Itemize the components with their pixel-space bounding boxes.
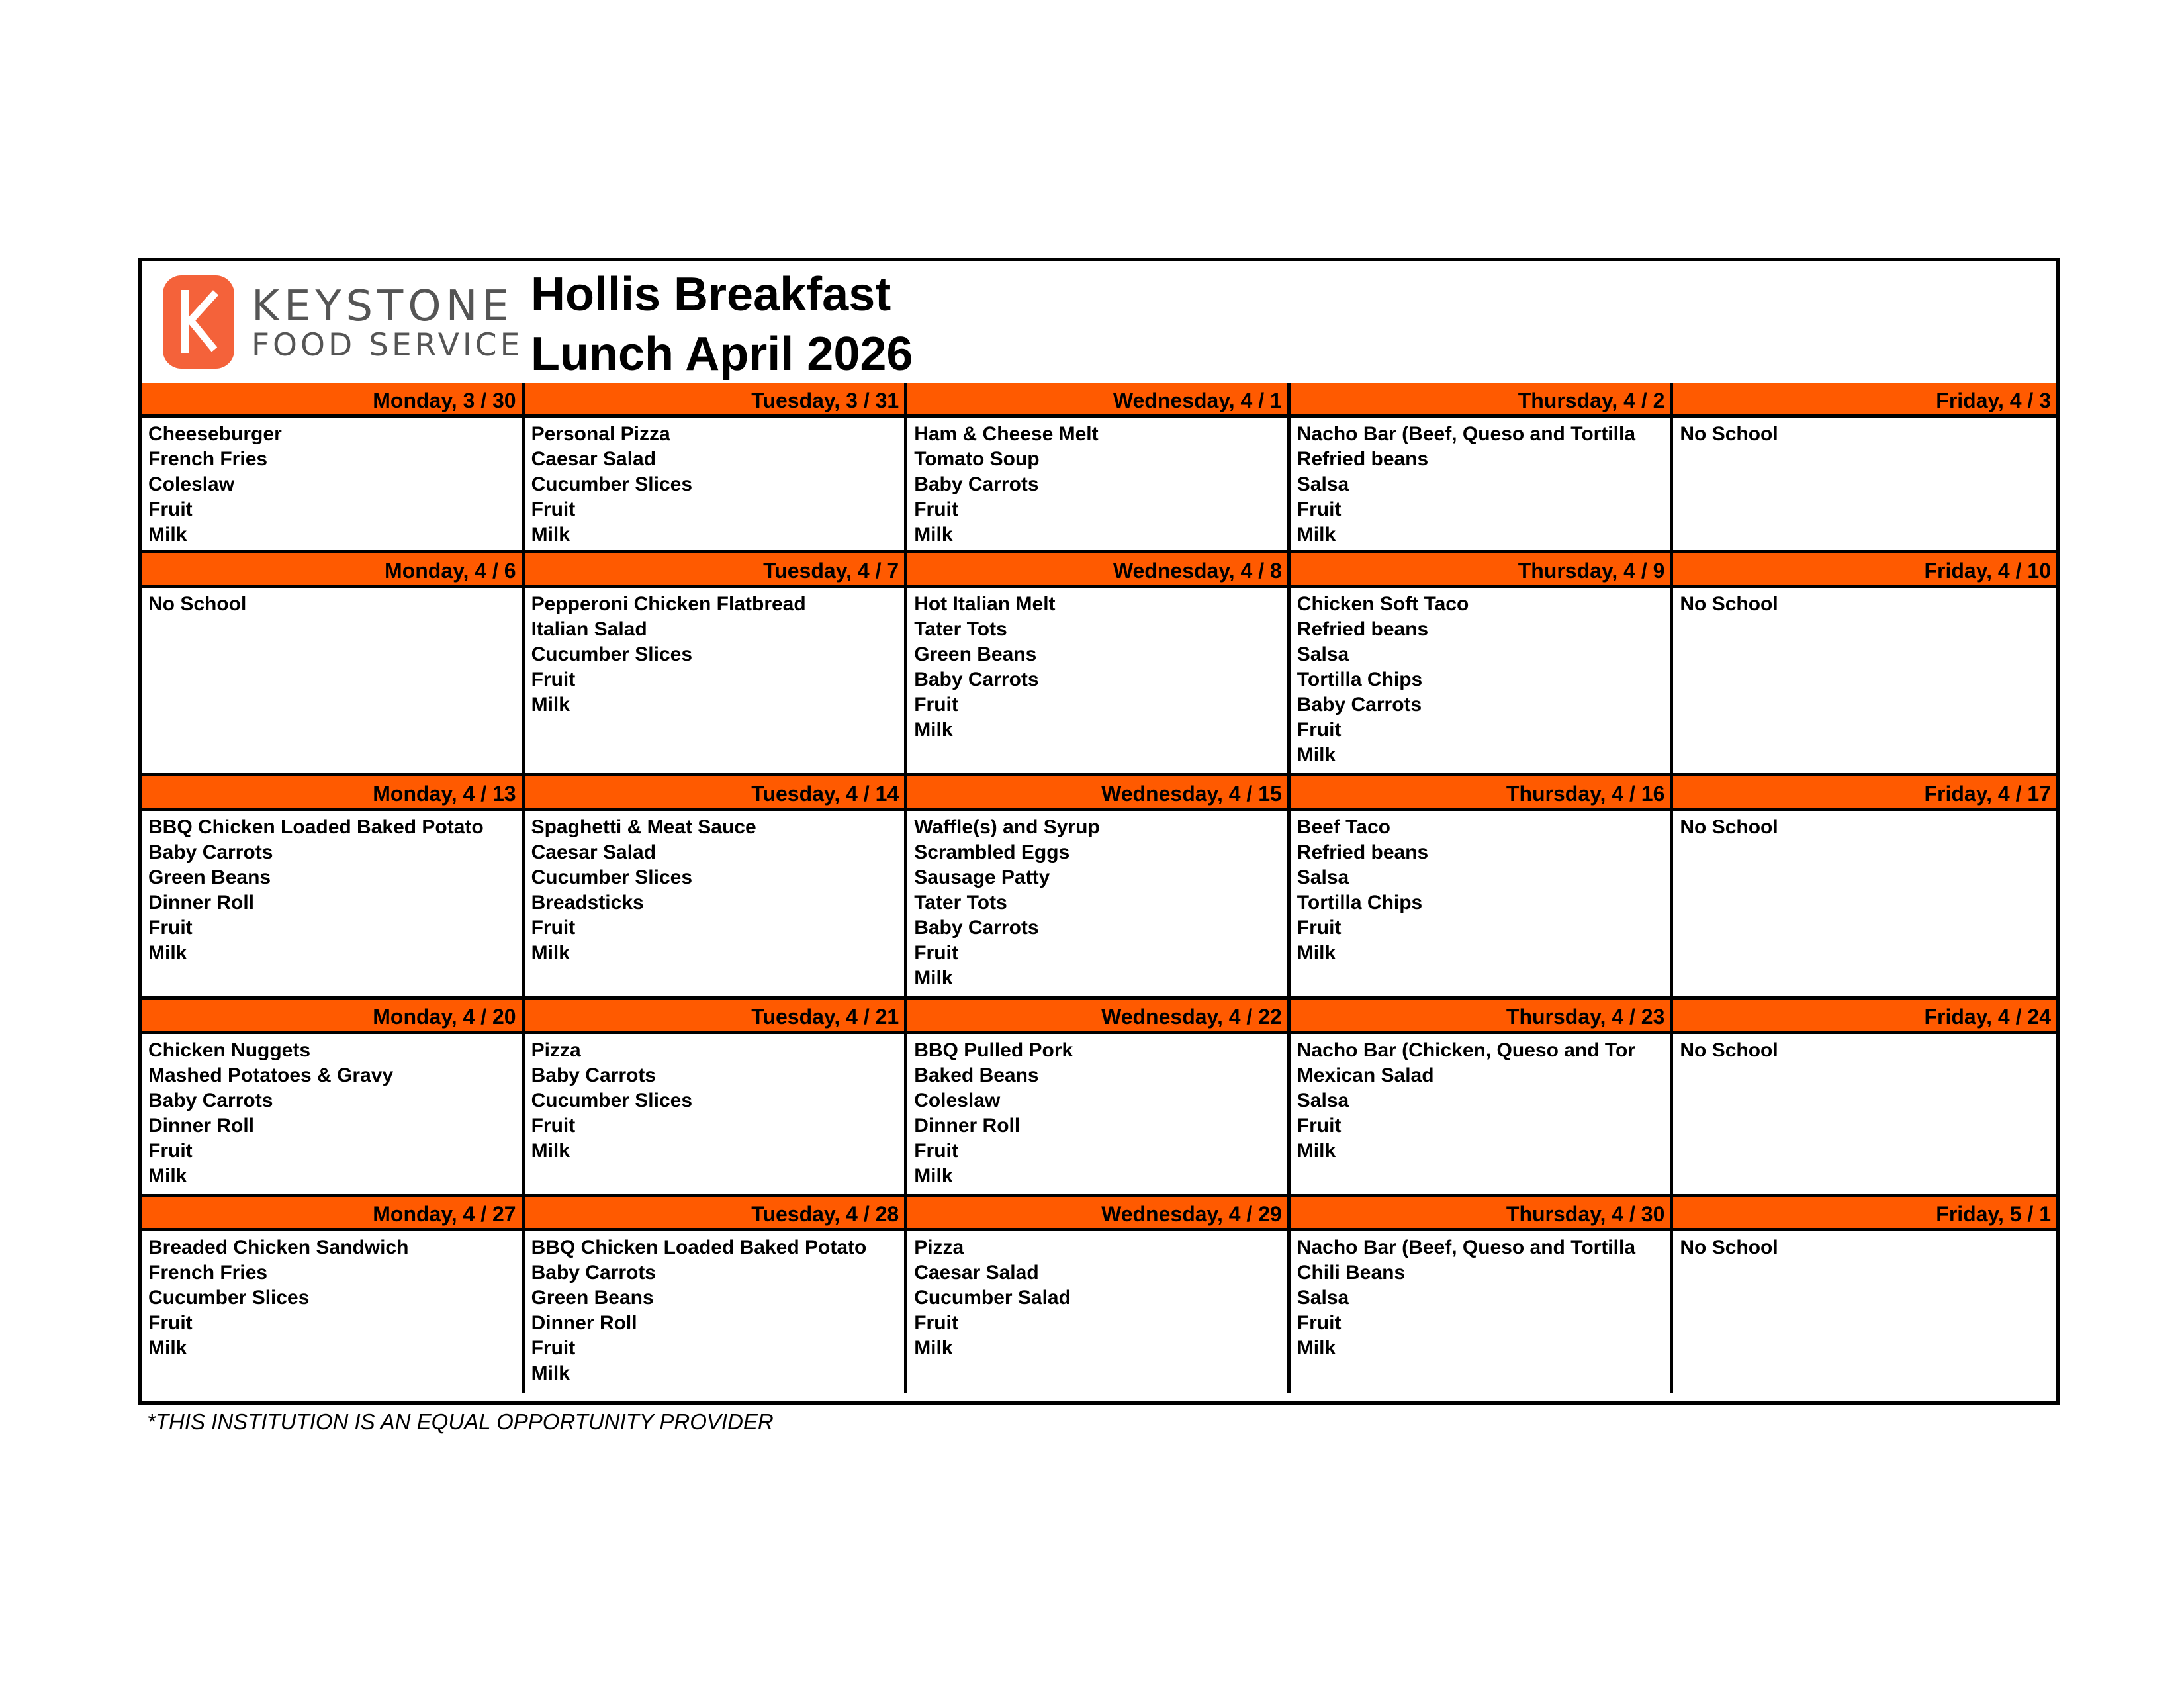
day-menu — [142, 418, 525, 553]
menu-item: Fruit — [914, 1140, 958, 1162]
menu-item: Pizza — [914, 1237, 964, 1258]
menu-item: Caesar Salad — [531, 841, 657, 863]
menu-item: Cucumber Slices — [531, 643, 693, 665]
menu-item: Fruit — [1297, 719, 1342, 741]
menu-item: Breaded Chicken Sandwich — [148, 1237, 409, 1258]
menu-item: Salsa — [1297, 643, 1349, 665]
day-header: Thursday, 4 / 16 — [1291, 776, 1674, 811]
day-header: Tuesday, 4 / 14 — [525, 776, 908, 811]
menu-item: Tortilla Chips — [1297, 892, 1423, 914]
menu-item: Salsa — [1297, 867, 1349, 888]
day-menu — [1291, 588, 1674, 776]
day-menu — [907, 1231, 1291, 1393]
menu-item: Nacho Bar (Beef, Queso and Tortilla — [1297, 1237, 1635, 1258]
day-header: Friday, 4 / 10 — [1673, 553, 2056, 588]
menu-item: Fruit — [531, 1115, 576, 1137]
menu-item: Fruit — [914, 498, 958, 520]
menu-item: Milk — [531, 1362, 570, 1384]
menu-item: Salsa — [1297, 1090, 1349, 1111]
menu-item: Baby Carrots — [148, 841, 273, 863]
menu-item: Milk — [1297, 744, 1336, 766]
menu-item: No School — [1680, 1039, 1778, 1061]
menu-item: Fruit — [914, 942, 958, 964]
menu-item: Cucumber Slices — [531, 867, 693, 888]
menu-item: Baby Carrots — [914, 917, 1039, 939]
menu-item: Fruit — [1297, 917, 1342, 939]
menu-item: Coleslaw — [148, 473, 235, 495]
menu-header — [142, 261, 2056, 387]
day-header: Tuesday, 4 / 28 — [525, 1197, 908, 1231]
menu-item: Personal Pizza — [531, 423, 670, 445]
menu-item: Caesar Salad — [914, 1262, 1039, 1284]
menu-item: Nacho Bar (Chicken, Queso and Tor — [1297, 1039, 1635, 1061]
menu-item: Fruit — [531, 917, 576, 939]
menu-item: Tater Tots — [914, 618, 1007, 640]
week-row — [142, 383, 2056, 553]
menu-item: Refried beans — [1297, 841, 1429, 863]
day-menu — [142, 811, 525, 1000]
menu-item: Salsa — [1297, 473, 1349, 495]
menu-item: Milk — [1297, 942, 1336, 964]
menu-item: Cucumber Slices — [531, 1090, 693, 1111]
menu-item: Milk — [914, 1165, 953, 1187]
day-header: Friday, 5 / 1 — [1673, 1197, 2056, 1231]
menu-item: Waffle(s) and Syrup — [914, 816, 1100, 838]
menu-item: Dinner Roll — [531, 1312, 637, 1334]
day-header: Wednesday, 4 / 1 — [907, 383, 1291, 418]
footnote: *THIS INSTITUTION IS AN EQUAL OPPORTUNITY PROVIDER — [147, 1409, 774, 1434]
menu-item: Dinner Roll — [148, 892, 255, 914]
menu-item: Milk — [914, 524, 953, 545]
menu-item: Green Beans — [148, 867, 271, 888]
menu-item: Cheeseburger — [148, 423, 282, 445]
menu-item: Milk — [1297, 1140, 1336, 1162]
menu-item: Breadsticks — [531, 892, 644, 914]
menu-item: BBQ Chicken Loaded Baked Potato — [531, 1237, 867, 1258]
menu-item: Caesar Salad — [531, 448, 657, 470]
menu-calendar — [138, 258, 2060, 1405]
menu-item: Baby Carrots — [914, 473, 1039, 495]
day-header: Wednesday, 4 / 29 — [907, 1197, 1291, 1231]
menu-item: Pepperoni Chicken Flatbread — [531, 593, 806, 615]
menu-item: No School — [1680, 1237, 1778, 1258]
day-header: Tuesday, 4 / 7 — [525, 553, 908, 588]
day-header: Thursday, 4 / 30 — [1291, 1197, 1674, 1231]
menu-item: Milk — [148, 524, 187, 545]
menu-item: Baby Carrots — [148, 1090, 273, 1111]
day-menu — [525, 418, 908, 553]
menu-item: Coleslaw — [914, 1090, 1001, 1111]
menu-item: Fruit — [148, 1312, 193, 1334]
menu-item: Fruit — [914, 1312, 958, 1334]
day-header: Thursday, 4 / 9 — [1291, 553, 1674, 588]
menu-item: Fruit — [1297, 1312, 1342, 1334]
day-header: Friday, 4 / 24 — [1673, 1000, 2056, 1034]
day-menu — [1673, 1034, 2056, 1197]
menu-item: No School — [148, 593, 247, 615]
menu-item: Milk — [531, 524, 570, 545]
day-header: Wednesday, 4 / 15 — [907, 776, 1291, 811]
menu-item: Refried beans — [1297, 448, 1429, 470]
day-menu — [525, 811, 908, 1000]
page-title — [531, 265, 913, 384]
day-menu — [907, 418, 1291, 553]
menu-item: Baked Beans — [914, 1064, 1039, 1086]
menu-item: Fruit — [1297, 498, 1342, 520]
day-header: Thursday, 4 / 2 — [1291, 383, 1674, 418]
menu-item: BBQ Chicken Loaded Baked Potato — [148, 816, 484, 838]
menu-item: Chicken Nuggets — [148, 1039, 311, 1061]
day-menu — [525, 1034, 908, 1197]
menu-item: Fruit — [531, 1337, 576, 1359]
menu-item: Scrambled Eggs — [914, 841, 1070, 863]
menu-item: Tater Tots — [914, 892, 1007, 914]
menu-item: Dinner Roll — [148, 1115, 255, 1137]
day-menu — [142, 1034, 525, 1197]
week-row — [142, 776, 2056, 1000]
menu-item: Milk — [914, 719, 953, 741]
menu-item: Fruit — [148, 917, 193, 939]
day-header: Monday, 4 / 13 — [142, 776, 525, 811]
menu-item: Milk — [531, 942, 570, 964]
menu-item: Chili Beans — [1297, 1262, 1406, 1284]
keystone-logo — [161, 274, 523, 373]
menu-item: Milk — [148, 942, 187, 964]
week-row — [142, 1197, 2056, 1393]
menu-item: Baby Carrots — [914, 669, 1039, 690]
menu-item: Mexican Salad — [1297, 1064, 1434, 1086]
title-line-2: Lunch April 2026 — [531, 328, 913, 381]
logo-wordmark-line-1: KEYSTONE — [251, 282, 514, 331]
day-header: Monday, 4 / 20 — [142, 1000, 525, 1034]
menu-item: Cucumber Salad — [914, 1287, 1071, 1309]
day-header: Wednesday, 4 / 8 — [907, 553, 1291, 588]
day-header: Wednesday, 4 / 22 — [907, 1000, 1291, 1034]
menu-item: Fruit — [1297, 1115, 1342, 1137]
menu-item: Baby Carrots — [531, 1262, 656, 1284]
menu-item: Cucumber Slices — [531, 473, 693, 495]
day-header: Friday, 4 / 3 — [1673, 383, 2056, 418]
menu-item: Milk — [1297, 1337, 1336, 1359]
menu-item: Milk — [148, 1337, 187, 1359]
menu-item: Salsa — [1297, 1287, 1349, 1309]
menu-item: Dinner Roll — [914, 1115, 1021, 1137]
menu-item: Milk — [531, 1140, 570, 1162]
day-menu — [1291, 1034, 1674, 1197]
day-menu — [525, 588, 908, 776]
menu-item: Baby Carrots — [1297, 694, 1422, 716]
menu-item: Sausage Patty — [914, 867, 1050, 888]
day-menu — [1291, 1231, 1674, 1393]
menu-item: Baby Carrots — [531, 1064, 656, 1086]
menu-item: Green Beans — [531, 1287, 654, 1309]
day-menu — [1673, 418, 2056, 553]
menu-item: No School — [1680, 816, 1778, 838]
day-header: Thursday, 4 / 23 — [1291, 1000, 1674, 1034]
menu-item: Milk — [148, 1165, 187, 1187]
menu-item: BBQ Pulled Pork — [914, 1039, 1073, 1061]
day-header: Monday, 4 / 27 — [142, 1197, 525, 1231]
menu-item: Tortilla Chips — [1297, 669, 1423, 690]
week-row — [142, 1000, 2056, 1197]
menu-item: Italian Salad — [531, 618, 647, 640]
day-menu — [1673, 811, 2056, 1000]
day-header: Monday, 3 / 30 — [142, 383, 525, 418]
logo-wordmark-line-2: FOOD SERVICE — [251, 327, 523, 363]
menu-item: Ham & Cheese Melt — [914, 423, 1099, 445]
menu-item: Green Beans — [914, 643, 1037, 665]
menu-item: Refried beans — [1297, 618, 1429, 640]
day-menu — [1291, 418, 1674, 553]
title-line-1: Hollis Breakfast — [531, 268, 891, 321]
menu-item: Fruit — [148, 498, 193, 520]
menu-item: No School — [1680, 593, 1778, 615]
day-menu — [525, 1231, 908, 1393]
week-row — [142, 553, 2056, 776]
menu-item: Milk — [531, 694, 570, 716]
day-header: Friday, 4 / 17 — [1673, 776, 2056, 811]
day-menu — [1673, 588, 2056, 776]
day-menu — [1673, 1231, 2056, 1393]
menu-item: Milk — [914, 1337, 953, 1359]
day-header: Tuesday, 3 / 31 — [525, 383, 908, 418]
menu-item: Fruit — [148, 1140, 193, 1162]
day-header: Tuesday, 4 / 21 — [525, 1000, 908, 1034]
day-menu — [907, 1034, 1291, 1197]
day-header: Monday, 4 / 6 — [142, 553, 525, 588]
menu-item: Milk — [1297, 524, 1336, 545]
day-menu — [1291, 811, 1674, 1000]
menu-item: No School — [1680, 423, 1778, 445]
keystone-k-icon — [161, 274, 236, 370]
menu-item: Nacho Bar (Beef, Queso and Tortilla — [1297, 423, 1635, 445]
menu-item: Pizza — [531, 1039, 581, 1061]
menu-item: Milk — [914, 967, 953, 989]
menu-item: Mashed Potatoes & Gravy — [148, 1064, 394, 1086]
menu-item: Chicken Soft Taco — [1297, 593, 1469, 615]
day-menu — [142, 588, 525, 776]
menu-item: French Fries — [148, 1262, 268, 1284]
menu-grid — [142, 383, 2056, 1393]
menu-item: Tomato Soup — [914, 448, 1040, 470]
day-menu — [142, 1231, 525, 1393]
menu-item: Cucumber Slices — [148, 1287, 310, 1309]
menu-item: French Fries — [148, 448, 268, 470]
day-menu — [907, 588, 1291, 776]
day-menu — [907, 811, 1291, 1000]
menu-item: Fruit — [914, 694, 958, 716]
menu-item: Beef Taco — [1297, 816, 1390, 838]
menu-item: Spaghetti & Meat Sauce — [531, 816, 756, 838]
menu-item: Hot Italian Melt — [914, 593, 1056, 615]
menu-item: Fruit — [531, 498, 576, 520]
menu-item: Fruit — [531, 669, 576, 690]
